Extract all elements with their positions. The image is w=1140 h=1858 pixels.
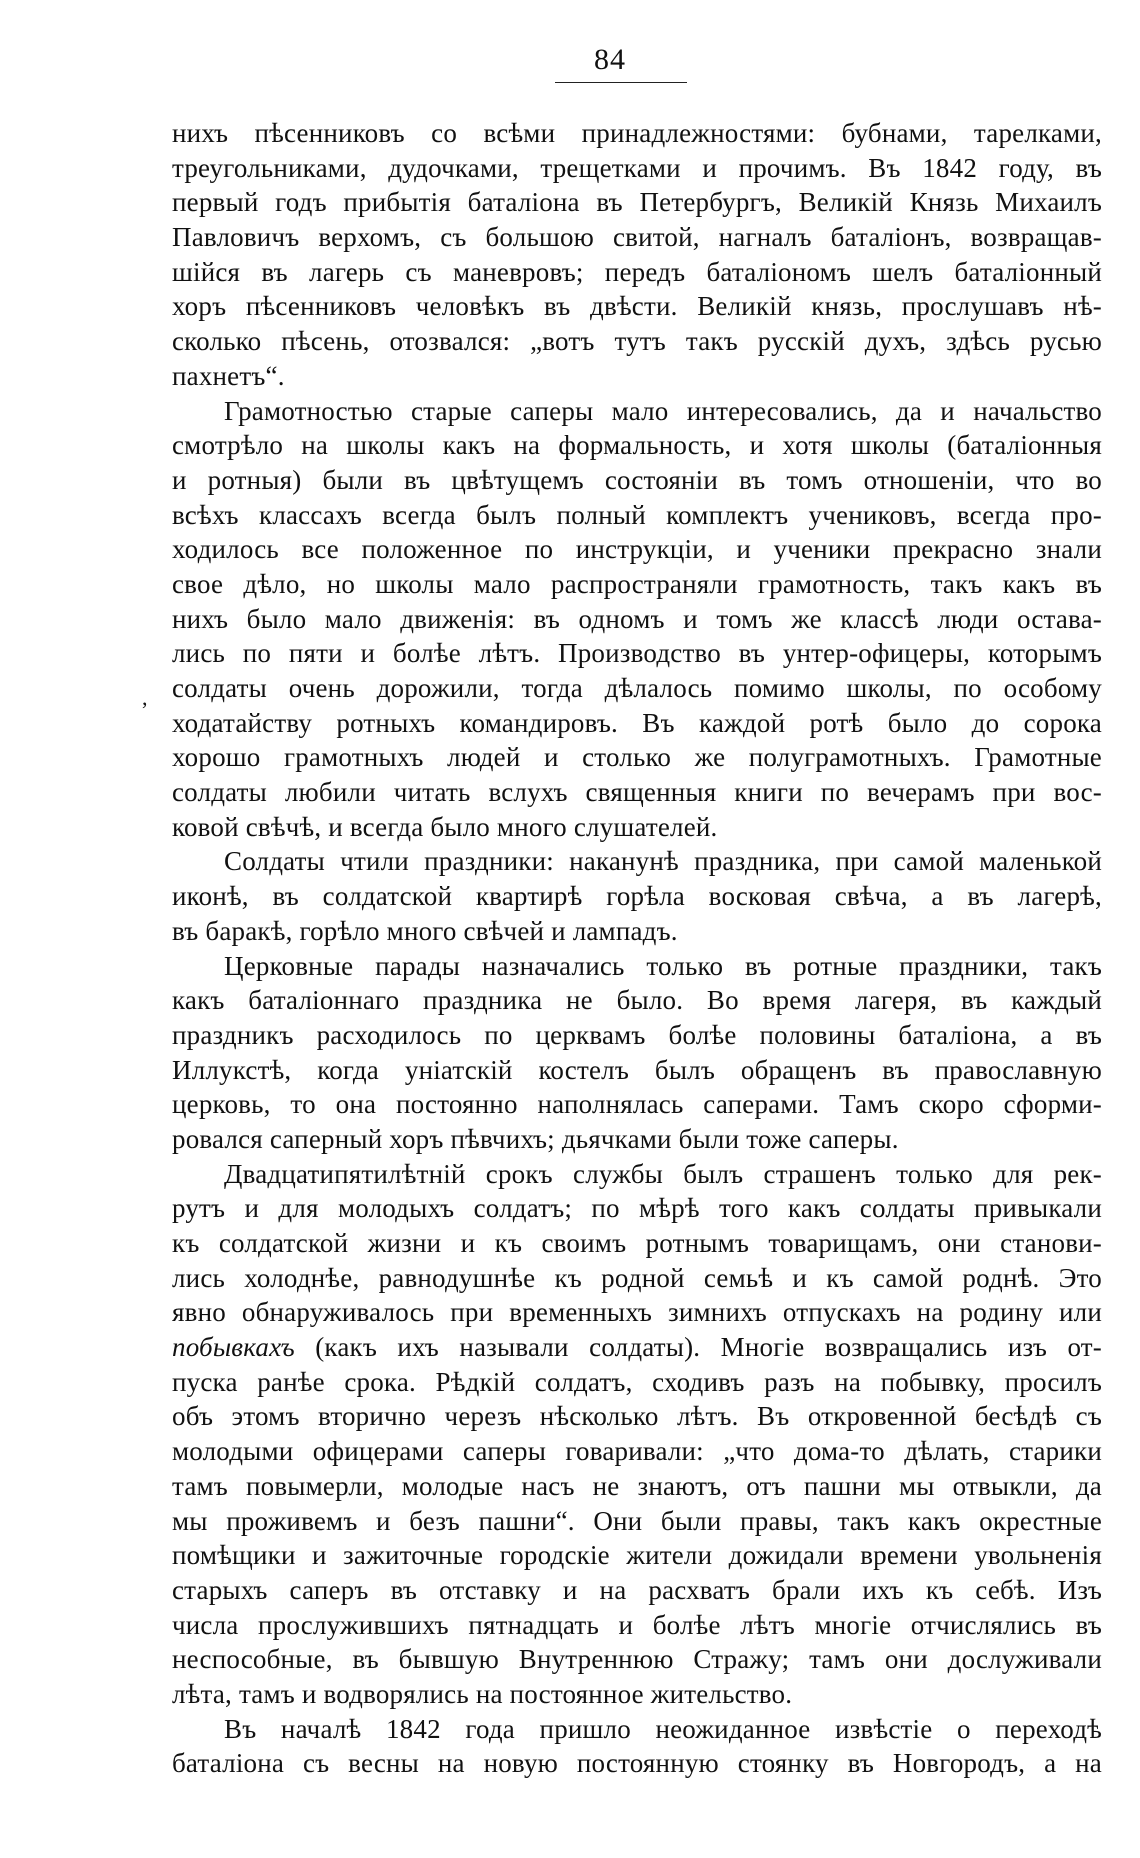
- text-line: солдаты очень дорожили, тогда дѣлалось помимо школы, по особому: [172, 673, 1102, 703]
- text-line: баталіона съ весны на новую постоянную стоянку въ Новгородъ, а на: [172, 1748, 1102, 1779]
- header-rule: [555, 82, 687, 83]
- text-line: помѣщики и зажиточные городскіе жители дожидали времени увольненія: [172, 1540, 1102, 1571]
- text-line: Церковные парады назначались только въ ротные праздники, такъ: [224, 950, 1102, 981]
- text-line: ходилось все положенное по инструкціи, и ученики прекрасно знали: [172, 534, 1102, 565]
- text-line: смотрѣло на школы какъ на формальность, и хотя школы (баталіонныя: [172, 430, 1102, 461]
- text-line: мы проживемъ и безъ пашни“. Они были правы, такъ какъ окрестные: [172, 1505, 1102, 1536]
- text-line: Въ началѣ 1842 года пришло неожиданное извѣстіе о переходѣ: [224, 1713, 1102, 1744]
- text-line: и ротныя) были въ цвѣтущемъ состояніи въ томъ отношеніи, что во: [172, 464, 1102, 495]
- text-line: ковой свѣчѣ, и всегда было много слушателей.: [172, 811, 718, 842]
- text-line: лѣта, тамъ и водворялись на постоянное жительство.: [172, 1678, 793, 1709]
- text-line: первый годъ прибытія баталіона въ Петербургъ, Великій Князь Михаилъ: [172, 187, 1102, 218]
- text-line: свое дѣло, но школы мало распространяли грамотность, такъ какъ въ: [172, 568, 1102, 599]
- text-line: лись по пяти и болѣе лѣтъ. Производство въ унтер-офицеры, которымъ: [172, 638, 1102, 669]
- text-line-with-italic: [172, 1330, 1102, 1365]
- text-line: Иллукстѣ, когда уніатскій костелъ былъ обращенъ въ православную: [172, 1054, 1102, 1085]
- body-text: [172, 116, 1102, 1781]
- text-line: объ этомъ вторично черезъ нѣсколько лѣтъ. Въ откровенной бесѣдѣ съ: [172, 1401, 1102, 1432]
- text-line: всѣхъ классахъ всегда былъ полный комплектъ учениковъ, всегда про-: [172, 499, 1102, 530]
- text-line: церковь, то она постоянно наполнялась саперами. Тамъ скоро сформи-: [172, 1089, 1102, 1120]
- text-line: Грамотностью старые саперы мало интересовались, да и начальство: [224, 395, 1102, 426]
- text-line: какъ баталіоннаго праздника не было. Во время лагеря, въ каждый: [172, 985, 1102, 1016]
- text-line: хорошо грамотныхъ людей и столько же полуграмотныхъ. Грамотные: [172, 742, 1102, 773]
- text-line: числа прослужившихъ пятнадцать и болѣе лѣтъ многіе отчислялись въ: [172, 1609, 1102, 1640]
- text-line: иконѣ, въ солдатской квартирѣ горѣла восковая свѣча, а въ лагерѣ,: [172, 881, 1102, 912]
- text-line: Павловичъ верхомъ, съ большою свитой, нагналъ баталіонъ, возвращав-: [172, 222, 1102, 253]
- text-line: старыхъ саперъ въ отставку и на расхватъ брали ихъ къ себѣ. Изъ: [172, 1574, 1102, 1605]
- italic-term: побывкахъ: [172, 1332, 295, 1363]
- text-line: солдаты любили читать вслухъ священныя книги по вечерамъ при вос-: [172, 777, 1102, 808]
- text-line: неспособные, въ бывшую Внутреннюю Стражу; тамъ они дослуживали: [172, 1644, 1102, 1675]
- text-line: нихъ пѣсенниковъ со всѣми принадлежностями: бубнами, тарелками,: [172, 118, 1102, 148]
- text-line: Солдаты чтили праздники: наканунѣ праздника, при самой маленькой: [224, 846, 1102, 877]
- text-line: явно обнаруживалось при временныхъ зимнихъ отпускахъ на родину или: [172, 1297, 1102, 1328]
- text-line: праздникъ расходилось по церквамъ болѣе половины баталіона, а въ: [172, 1019, 1102, 1050]
- text-run: (какъ ихъ называли солдаты). Многіе возвращались изъ от-: [294, 1332, 1102, 1363]
- text-line: ровался саперный хоръ пѣвчихъ; дьячками были тоже саперы.: [172, 1123, 899, 1154]
- text-line: тамъ повымерли, молодые насъ не знаютъ, отъ пашни мы отвыкли, да: [172, 1470, 1102, 1501]
- text-line: сколько пѣсень, отозвался: „вотъ тутъ такъ русскій духъ, здѣсь русью: [172, 326, 1102, 357]
- text-line: шійся въ лагерь съ маневровъ; передъ баталіономъ шелъ баталіонный: [172, 256, 1102, 287]
- margin-mark: ,: [142, 685, 148, 710]
- page-number: 84: [594, 43, 626, 76]
- text-line: лись холоднѣе, равнодушнѣе къ родной семьѣ и къ самой роднѣ. Это: [172, 1262, 1102, 1293]
- text-line: пахнетъ“.: [172, 360, 285, 391]
- text-line: нихъ было мало движенія: въ одномъ и томъ же классѣ люди остава-: [172, 603, 1102, 634]
- text-line: къ солдатской жизни и къ своимъ ротнымъ товарищамъ, они станови-: [172, 1228, 1102, 1258]
- text-line: Двадцатипятилѣтній срокъ службы былъ страшенъ только для рек-: [224, 1158, 1102, 1189]
- text-line: въ баракѣ, горѣло много свѣчей и лампадъ.: [172, 915, 678, 946]
- text-line: рутъ и для молодыхъ солдатъ; по мѣрѣ того какъ солдаты привыкали: [172, 1193, 1102, 1224]
- text-line: хоръ пѣсенниковъ человѣкъ въ двѣсти. Великій князь, прослушавъ нѣ-: [172, 291, 1102, 322]
- text-line: треугольниками, дудочками, трещетками и прочимъ. Въ 1842 году, въ: [172, 152, 1102, 183]
- text-line: ходатайству ротныхъ командировъ. Въ каждой ротѣ было до сорока: [172, 707, 1102, 738]
- text-line: молодыми офицерами саперы говаривали: „что дома-то дѣлать, старики: [172, 1436, 1102, 1467]
- text-line: пуска ранѣе срока. Рѣдкій солдатъ, сходивъ разъ на побывку, просилъ: [172, 1366, 1102, 1397]
